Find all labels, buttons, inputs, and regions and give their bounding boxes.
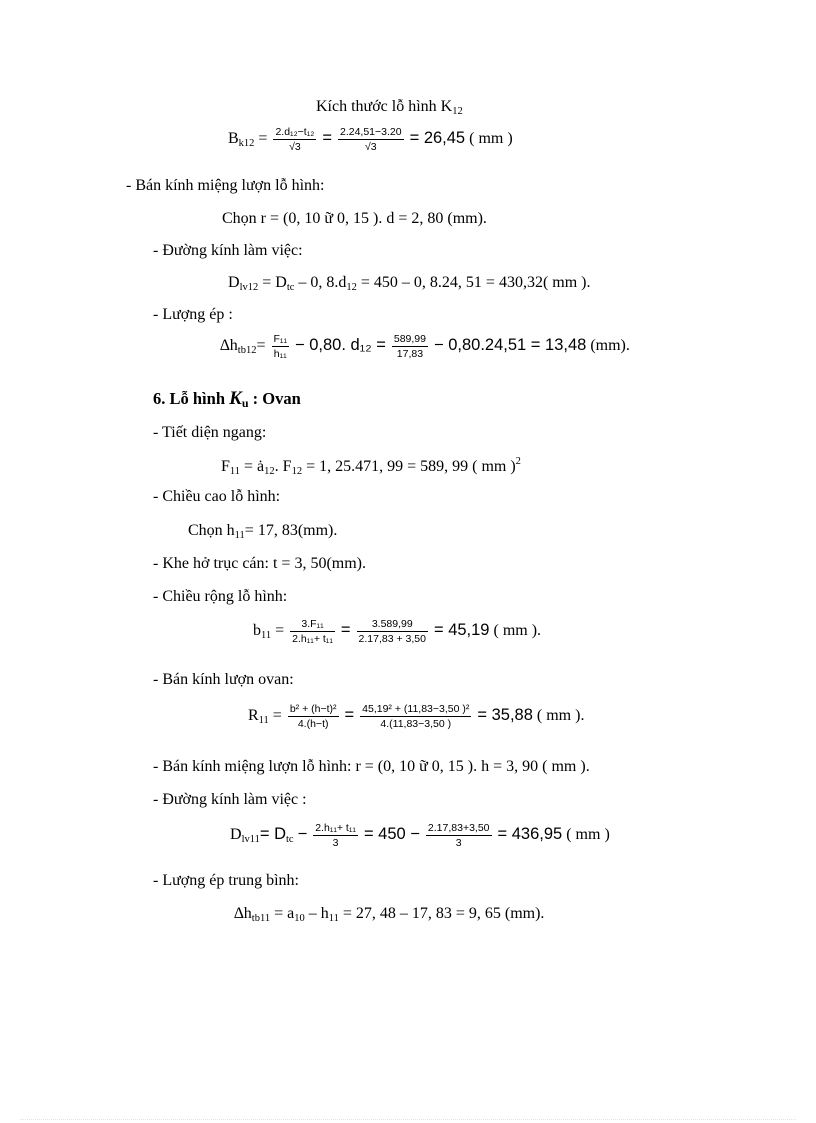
eq-unit: ( mm ) (469, 130, 513, 148)
equation-dh11 (234, 906, 544, 925)
fraction (313, 823, 358, 848)
eq-lhs-sub: 11 (229, 466, 241, 477)
eq-result: = 436,95 (497, 825, 563, 844)
section-title-suffix: : Ovan (248, 389, 301, 408)
eq-lhs-sub: lv12 (239, 282, 259, 293)
eq-minus: − (297, 825, 308, 844)
eq-part: = D (259, 825, 286, 844)
label-duong-kinh-1: - Đường kính làm việc: (153, 242, 303, 259)
label-ban-kinh-ovan: - Bán kính lượn ovan: (153, 671, 294, 688)
eq-part: = 27, 48 – 17, 83 = 9, 65 (mm). (338, 905, 545, 922)
eq-unit: (mm). (590, 337, 630, 355)
equation-dh12 (220, 334, 630, 359)
fraction (360, 704, 471, 729)
equation-f11 (221, 457, 521, 478)
label-luong-ep: - Lượng ép : (153, 306, 233, 323)
eq-lhs: B (228, 130, 239, 148)
khe-ho-line: - Khe hở trục cán: t = 3, 50(mm). (153, 555, 366, 572)
eq-sign: = (322, 129, 332, 148)
label-chieu-rong: - Chiều rộng lỗ hình: (153, 588, 288, 605)
section-title-prefix: 6. Lỗ hình (153, 389, 230, 408)
fraction-num: F₁₁ (273, 333, 287, 345)
fraction-den: 4.(h−t) (297, 717, 329, 730)
eq-lhs: b (253, 622, 261, 640)
eq-sub: 11 (328, 913, 339, 924)
label-tiet-dien: - Tiết diện ngang: (153, 424, 267, 441)
eq-result: = 45,19 (433, 621, 490, 640)
eq-lhs: R (248, 707, 259, 725)
label-luong-ep-tb: - Lượng ép trung bình: (153, 872, 299, 889)
eq-unit: ( mm ). (536, 707, 585, 725)
eq-part: – h (304, 905, 329, 922)
fraction-den: 17,83 (396, 347, 424, 360)
fraction-den: 3 (332, 836, 339, 849)
eq-part: = 1, 25.471, 99 = 589, 99 ( mm ) (302, 458, 516, 475)
fraction-num: b² + (h−t)² (289, 703, 337, 715)
equation-b11 (253, 619, 541, 644)
fraction (290, 619, 335, 644)
fraction-num: 589,99 (393, 333, 426, 345)
chon-r-line: Chọn r = (0, 10 ữ 0, 15 ). d = 2, 80 (mm). (222, 210, 487, 227)
section-heading (316, 99, 463, 118)
fraction-num: 2.h₁₁+ t₁₁ (315, 822, 356, 834)
fraction-num: 2.17,83+3,50 (427, 822, 490, 834)
eq-part: = a (270, 905, 295, 922)
eq-lhs-sub: tb12 (237, 345, 257, 357)
fraction-den: √3 (364, 140, 377, 153)
fraction-num: 3.F₁₁ (290, 619, 335, 632)
ban-kinh-mieng-2: - Bán kính miệng lượn lỗ hình: r = (0, 10 ữ 0, 15 ). h = 3, 90 ( mm ). (153, 758, 590, 775)
fraction-num: 2.d₁₂−t₁₂ (275, 126, 315, 138)
fraction (273, 127, 316, 152)
equation-bk12 (228, 127, 513, 152)
eq-sub: 10 (294, 913, 305, 924)
fraction-num: 45,19² + (11,83−3,50 )² (362, 703, 470, 715)
fraction-den: 2.17,83 + 3,50 (358, 632, 426, 645)
fraction-num: 2.24,51−3.20 (339, 126, 402, 138)
eq-lhs-sub: k12 (238, 138, 255, 150)
fraction (357, 619, 428, 644)
eq-sign: = (258, 130, 268, 148)
fraction-den: 2.h₁₁+ t₁₁ (292, 632, 333, 645)
eq-lhs: D (228, 274, 240, 291)
eq-sub: 12 (264, 466, 275, 477)
eq-sub: tc (286, 282, 295, 293)
eq-part: = 450 − (363, 825, 420, 844)
eq-sub: tc (285, 834, 294, 846)
eq-sub: 12 (346, 282, 357, 293)
eq-lhs: F (221, 458, 230, 475)
fraction (392, 334, 428, 359)
eq-lhs: ∆h (234, 905, 252, 922)
eq-sign: = (275, 622, 285, 640)
eq-unit: ( mm ) (566, 826, 610, 844)
bullet-mieng-luon: - Bán kính miệng lượn lỗ hình: (126, 177, 325, 194)
eq-lhs-sub: 11 (261, 630, 272, 642)
eq-part: = D (258, 274, 287, 291)
fraction-den: √3 (289, 140, 301, 153)
eq-part: = 450 – 0, 8.24, 51 = 430,32( mm ). (356, 274, 591, 291)
eq-lhs-sub: 11 (258, 715, 269, 727)
heading-subscript: 12 (452, 106, 463, 117)
fraction (272, 334, 290, 359)
chon-h-line (188, 523, 337, 542)
page-bottom-divider (20, 1119, 796, 1120)
eq-part: – 0, 8.d (294, 274, 347, 291)
chon-h-sub: 11 (234, 530, 245, 541)
fraction (426, 823, 492, 848)
equation-dlv12 (228, 275, 590, 294)
eq-sup: 2 (515, 456, 521, 467)
equation-dlv11 (230, 823, 610, 848)
section-title-k-sub: u (241, 396, 249, 410)
fraction-den: 3 (455, 836, 462, 849)
equation-r11 (248, 704, 584, 729)
eq-part: = ȧ (240, 458, 265, 475)
eq-sub: 12 (291, 466, 303, 477)
section-6-heading (153, 389, 301, 409)
eq-lhs-sub: lv11 (241, 834, 260, 846)
eq-sign: = (344, 706, 355, 725)
eq-part: − 0,80. d₁₂ = (295, 336, 386, 355)
eq-lhs: D (230, 826, 242, 844)
fraction-den: h₁₁ (273, 347, 287, 360)
eq-sign: = (340, 621, 351, 640)
chon-h-text: Chọn h (188, 522, 235, 539)
fraction-num: 3.589,99 (357, 619, 428, 632)
heading-text: Kích thước lỗ hình K (316, 98, 453, 115)
eq-part: . F (274, 458, 292, 475)
eq-sign: = (272, 707, 282, 725)
eq-result: = 26,45 (409, 129, 466, 148)
fraction (338, 127, 404, 152)
section-title-k: K (229, 388, 242, 409)
eq-lhs-sub: tb11 (251, 913, 271, 924)
label-duong-kinh-2: - Đường kính làm việc : (153, 791, 307, 808)
eq-result: = 35,88 (477, 706, 533, 725)
eq-lhs: ∆h (220, 337, 238, 355)
fraction-den: 4.(11,83−3,50 ) (380, 717, 452, 730)
eq-sign: = (256, 337, 266, 355)
eq-unit: ( mm ). (493, 622, 542, 640)
fraction (288, 704, 339, 729)
label-chieu-cao: - Chiều cao lỗ hình: (153, 488, 281, 505)
eq-result: − 0,80.24,51 = 13,48 (434, 336, 587, 355)
chon-h-tail: = 17, 83(mm). (244, 522, 338, 539)
